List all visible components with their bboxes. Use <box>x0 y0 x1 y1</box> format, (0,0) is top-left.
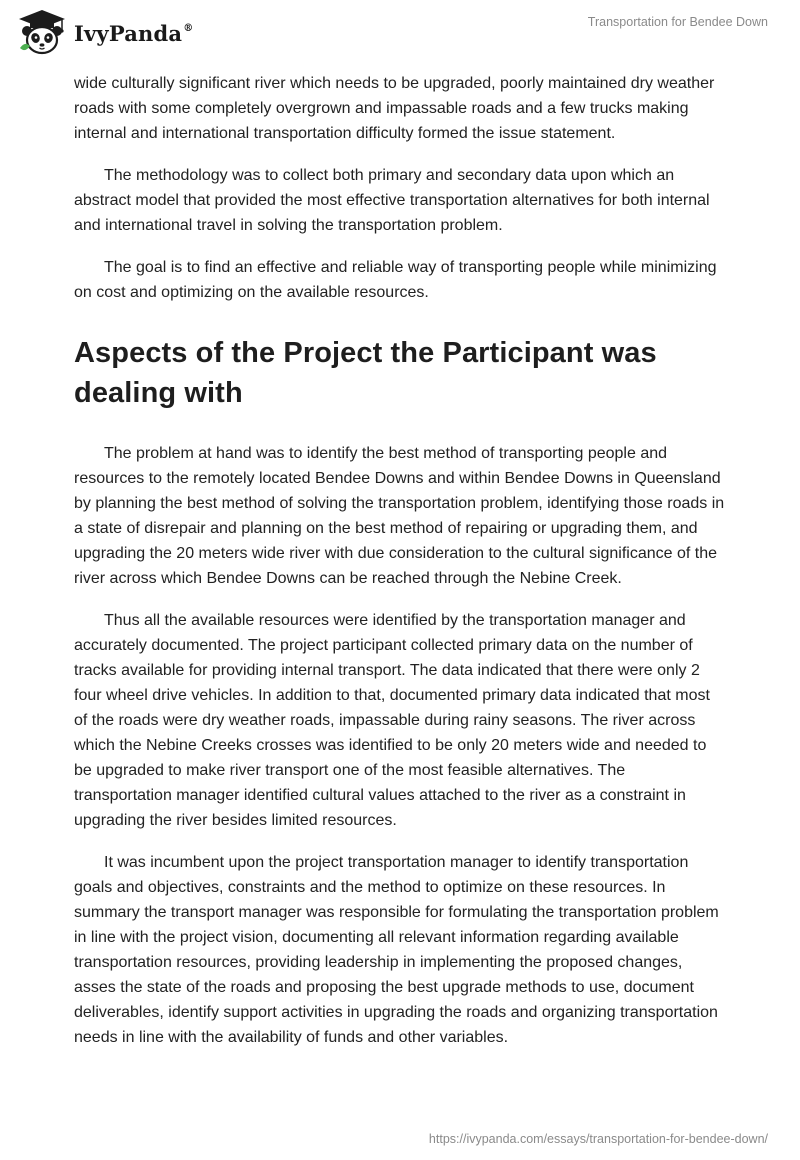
section-heading: Aspects of the Project the Participant was dealing with <box>74 337 657 409</box>
paragraph: The problem at hand was to identify the best method of transporting people and resources to the remotely located Bendee Downs and within Bendee Downs in Queensland by planning the best method of solving the transportation problem, identifying those roads in a state of disrepair and planning on the best method of repairing or upgrading them, and upgrading the 20 meters wide river with due consideration to the cultural significance of the river across which Bendee Downs can be reached through the Nebine Creek. <box>74 445 725 587</box>
source-url[interactable]: https://ivypanda.com/essays/transportation-for-bendee-down/ <box>428 1132 768 1146</box>
page-header <box>0 0 800 64</box>
essay-body <box>74 71 726 1067</box>
paragraph: It was incumbent upon the project transportation manager to identify transportation goals and objectives, constraints and the method to optimize on these resources. In summary the transport manager was responsible for formulating the transportation problem in line with the project vision, documenting all relevant information regarding available transportation resources, providing leadership in implementing the proposed changes, asses the state of the roads and proposing the best upgrade methods to use, document deliverables, identify support activities in upgrading the roads and organizing transportation needs in line with the availability of funds and other variables. <box>74 854 719 1046</box>
paragraph: Thus all the available resources were identified by the transportation manager and accurately documented. The project participant collected primary data on the number of tracks available for providing internal transport. The data indicated that there were only 2 four wheel drive vehicles. In addition to that, documented primary data indicated that most of the roads were dry weather roads, impassable during rainy seasons. The river across which the Nebine Creeks crosses was identified to be only 20 meters wide and needed to be upgraded to make river transport one of the most feasible alternatives. The transportation manager identified cultural values attached to the river as a constraint in upgrading the river besides limited resources. <box>74 612 710 829</box>
document-title: Transportation for Bendee Down <box>587 15 768 29</box>
paragraph: The methodology was to collect both primary and secondary data upon which an abstract model that provided the most effective transportation alternatives for both internal and international travel in solving the transportation problem. <box>74 167 710 234</box>
paragraph: wide culturally significant river which needs to be upgraded, poorly maintained dry weather roads with some completely overgrown and impassable roads and a few trucks making internal and international transportation difficulty formed the issue statement. <box>74 75 715 142</box>
ivypanda-logo[interactable] <box>16 8 193 56</box>
brand-name: IvyPanda® <box>74 20 194 46</box>
paragraph: The goal is to find an effective and reliable way of transporting people while minimizing on cost and optimizing on the available resources. <box>74 259 717 301</box>
registered-mark: ® <box>183 22 194 34</box>
panda-graduate-icon <box>16 8 68 56</box>
